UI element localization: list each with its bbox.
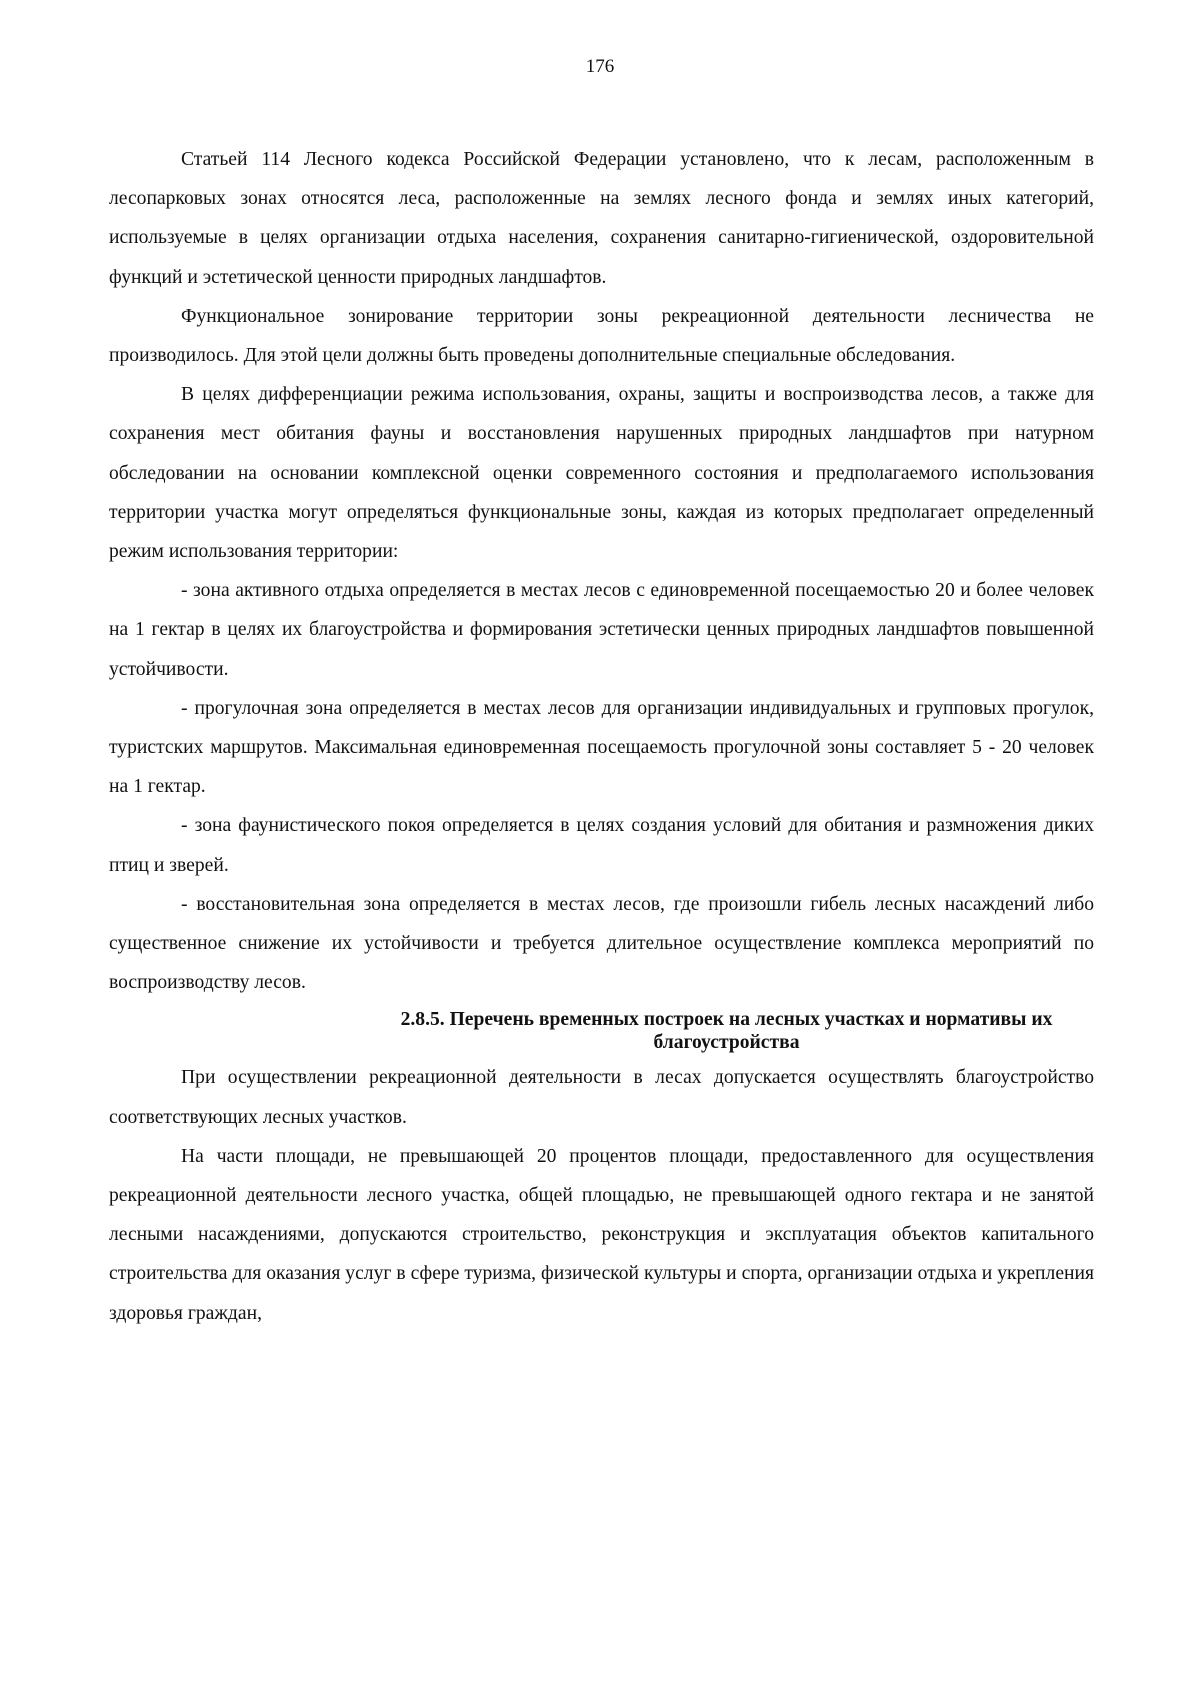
- paragraph-capital-construction: На части площади, не превышающей 20 процентов площади, предоставленного для осуществления рекреационной деятельности лесного участка, общей площадью, не превышающей одного гектара и не занятой лесными насаждениями, допускаются строительство, реконструкция и эксплуатация объектов капитального строительства для оказания услуг в сфере туризма, физической культуры и спорта, организации отдыха и укрепления здоровья граждан,: [109, 1145, 1094, 1324]
- paragraph-forest-code: Статьей 114 Лесного кодекса Российской Федерации установлено, что к лесам, расположенным в лесопарковых зонах относятся леса, расположенные на землях лесного фонда и землях иных категорий, используемые в целях организации отдыха населения, сохранения санитарно-гигиенической, оздоровительной функций и эстетической ценности природных ландшафтов.: [109, 149, 1094, 288]
- list-item-restoration-zone: - восстановительная зона определяется в местах лесов, где произошли гибель лесных насаждений либо существенное снижение их устойчивости и требуется длительное осуществление комплекса мероприятий по воспроизводству лесов.: [109, 893, 1094, 994]
- paragraph-landscaping: При осуществлении рекреационной деятельности в лесах допускается осуществлять благоустройство соответствующих лесных участков.: [109, 1067, 1094, 1128]
- page-number: 176: [585, 56, 615, 77]
- paragraph-differentiation: В целях дифференциации режима использования, охраны, защиты и воспроизводства лесов, а также для сохранения мест обитания фауны и восстановления нарушенных природных ландшафтов при натурном обследовании на основании комплексной оценки современного состояния и предполагаемого использования территории участка могут определяться функциональные зоны, каждая из которых предполагает определенный режим использования территории:: [109, 384, 1094, 563]
- paragraph-zoning: Функциональное зонирование территории зоны рекреационной деятельности лесничества не производилось. Для этой цели должны быть проведены дополнительные специальные обследования.: [109, 305, 1094, 367]
- list-item-walking-zone: - прогулочная зона определяется в местах лесов для организации индивидуальных и групповых прогулок, туристских маршрутов. Максимальная единовременная посещаемость прогулочной зоны составляет 5 - 20 человек на 1 гектар.: [109, 697, 1094, 798]
- list-item-fauna-rest-zone: - зона фаунистического покоя определяется в целях создания условий для обитания и размножения диких птиц и зверей.: [109, 815, 1094, 876]
- list-item-active-recreation-zone: - зона активного отдыха определяется в местах лесов с единовременной посещаемостью 20 и более человек на 1 гектар в целях их благоустройства и формирования эстетически ценных природных ландшафтов повышенной устойчивости.: [109, 580, 1094, 680]
- document-body: [109, 140, 1094, 1333]
- section-heading: 2.8.5. Перечень временных построек на лесных участках и нормативы их благоустройства: [400, 1009, 1053, 1054]
